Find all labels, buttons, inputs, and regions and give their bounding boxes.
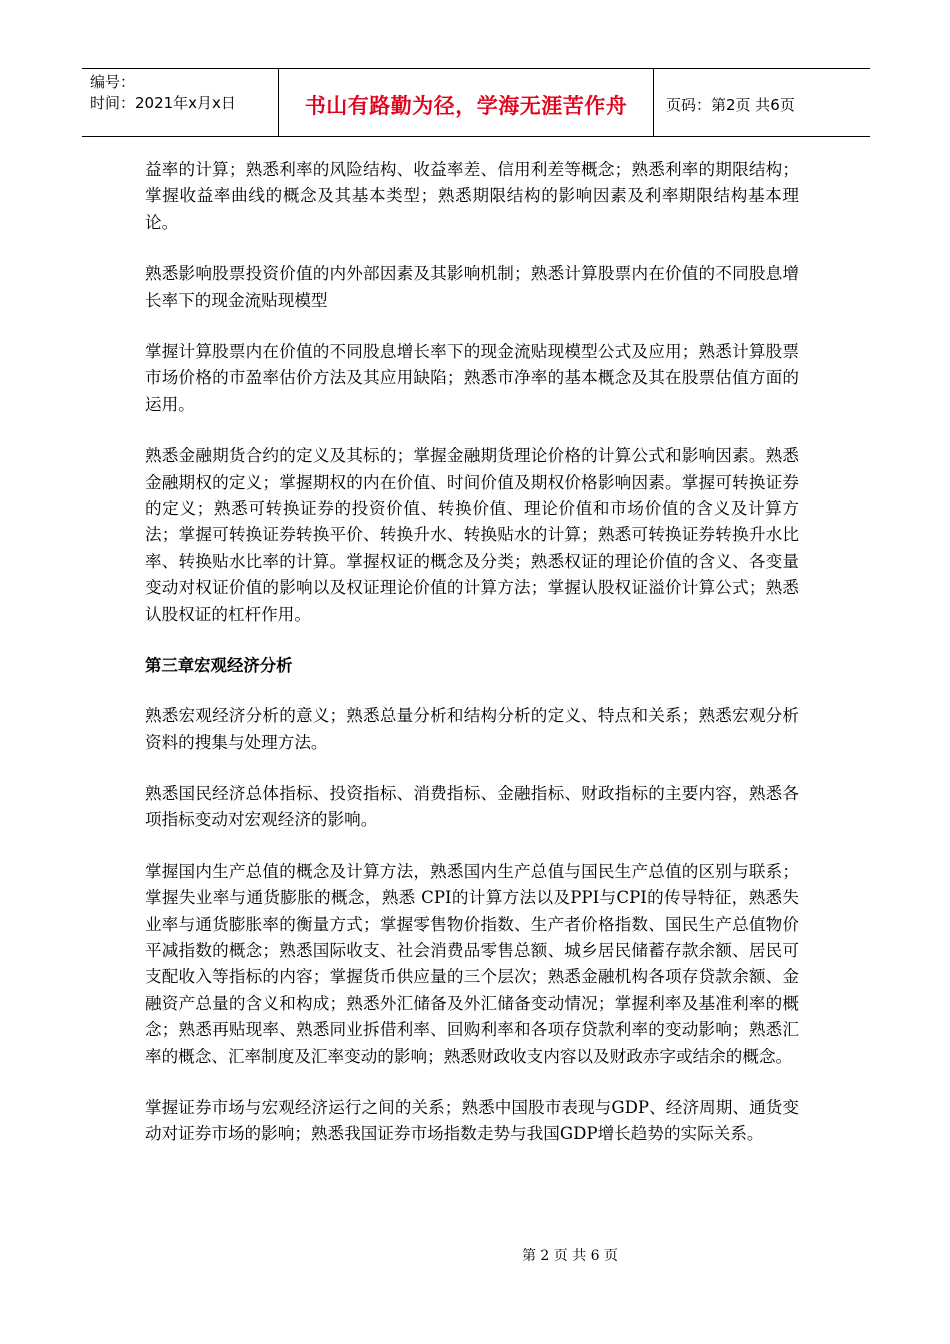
header-meta [82,69,279,136]
body-paragraph: 掌握证券市场与宏观经济运行之间的关系；熟悉中国股市表现与GDP、经济周期、通货变动对证券市场的影响；熟悉我国证券市场指数走势与我国GDP增长趋势的实际关系。 [145,1097,799,1144]
body-paragraph: 熟悉影响股票投资价值的内外部因素及其影响机制；熟悉计算股票内在价值的不同股息增长率下的现金流贴现模型 [145,264,799,310]
body-paragraph: 熟悉国民经济总体指标、投资指标、消费指标、金融指标、财政指标的主要内容，熟悉各项指标变动对宏观经济的影响。 [145,783,799,830]
body-paragraph: 熟悉金融期货合约的定义及其标的；掌握金融期货理论价格的计算公式和影响因素。熟悉金融期权的定义；掌握期权的内在价值、时间价值及期权价格影响因素。掌握可转换证券的定义；熟悉可转换证券的投资价值、转换价值、理论价值和市场价值的含义及计算方法；掌握可转换证券转换平价、转换升水、转换贴水的计算；熟悉可转换证券转换升水比率、转换贴水比率的计算。掌握权证的概念及分类；熟悉权证的理论价值的含义、各变量变动对权证价值的影响以及权证理论价值的计算方法；掌握认股权证溢价计算公式；熟悉认股权证的杠杆作用。 [145,446,799,624]
page-header [82,68,870,137]
body-paragraph: 熟悉宏观经济分析的意义；熟悉总量分析和结构分析的定义、特点和关系；熟悉宏观分析资料的搜集与处理方法。 [145,706,799,752]
document-number-label: 编号： [90,73,136,91]
document-body [145,157,799,1173]
header-motto: 书山有路勤为径，学海无涯苦作舟 [279,69,654,136]
chapter-heading: 第三章宏观经济分析 [145,656,293,676]
header-page-info: 页码：第2页 共6页 [666,96,795,114]
page-footer: 第 2 页 共 6 页 [521,1248,619,1264]
body-paragraph: 掌握国内生产总值的概念及计算方法，熟悉国内生产总值与国民生产总值的区别与联系；掌握失业率与通货膨胀的概念，熟悉 CPI的计算方法以及PPI与CPI的传导特征，熟悉失业率与通货膨胀率的衡量方式；掌握零售物价指数、生产者价格指数、国民生产总值物价平减指数的概念；熟悉国际收支、社会消费品零售总额、城乡居民储蓄存款余额、居民可支配收入等指标的内容；掌握货币供应量的三个层次；熟悉金融机构各项存贷款余额、金融资产总量的含义和构成；熟悉外汇储备及外汇储备变动情况；掌握利率及基准利率的概念；熟悉再贴现率、熟悉同业拆借利率、回购利率和各项存贷款利率的变动影响；熟悉汇率的概念、汇率制度及汇率变动的影响；熟悉财政收支内容以及财政赤字或结余的概念。 [145,861,799,1066]
body-paragraph: 益率的计算；熟悉利率的风险结构、收益率差、信用利差等概念；熟悉利率的期限结构；掌握收益率曲线的概念及其基本类型；熟悉期限结构的影响因素及利率期限结构基本理论。 [145,160,799,232]
body-paragraph: 掌握计算股票内在价值的不同股息增长率下的现金流贴现模型公式及应用；熟悉计算股票市场价格的市盈率估价方法及其应用缺陷；熟悉市净率的基本概念及其在股票估值方面的运用。 [145,342,799,414]
document-date: 时间：2021年x月x日 [90,94,236,112]
